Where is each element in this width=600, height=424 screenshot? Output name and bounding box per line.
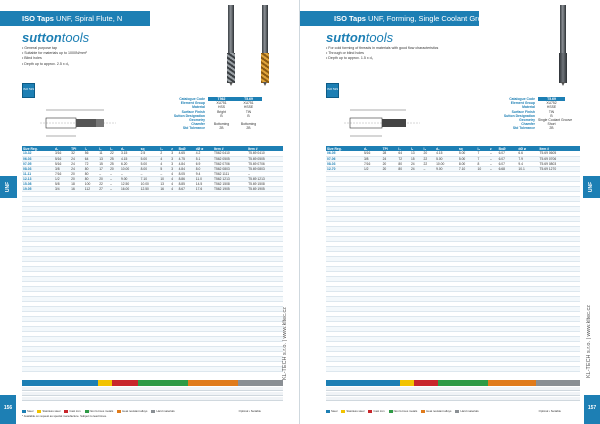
table-cell: – — [489, 161, 498, 166]
column-header: d₁ — [363, 146, 382, 151]
table-cell: 17.6 — [195, 186, 213, 191]
table-cell: 9.00 — [435, 166, 458, 171]
table-cell: T5.69 0803 — [247, 166, 283, 171]
table-cell — [170, 366, 177, 371]
table-cell: 22 — [423, 156, 436, 161]
table-cell: T562 0505 — [213, 156, 247, 161]
table-cell: 64 — [84, 156, 98, 161]
material-bar — [326, 380, 580, 386]
material-row — [22, 387, 283, 391]
table-cell: T5.69 0803 — [539, 161, 581, 166]
table-cell: 24 — [410, 166, 423, 171]
table-cell: 07-06 — [326, 156, 363, 161]
table-cell: 8 — [476, 161, 489, 166]
heat-resistant-segment — [188, 380, 238, 386]
table-cell: 8.86 — [178, 176, 195, 181]
table-cell: 4.65 — [178, 151, 195, 156]
table-cell: 8.85 — [178, 181, 195, 186]
column-header: l₂ — [410, 146, 423, 151]
table-cell — [435, 366, 458, 371]
table-cell: T5.69 0410 — [247, 151, 283, 156]
table-cell: 28 — [382, 151, 398, 156]
table-cell: 3 — [170, 166, 177, 171]
table-cell: 4.2 — [195, 151, 213, 156]
table-cell: 7 — [476, 151, 489, 156]
table-cell: 24 — [70, 156, 84, 161]
table-cell — [476, 366, 489, 371]
table-cell: T562 0410 — [213, 151, 247, 156]
table-cell: T562 1213 — [213, 176, 247, 181]
material-row — [326, 392, 580, 396]
table-cell: T5.69 1905 — [247, 186, 283, 191]
table-cell — [397, 366, 410, 371]
table-cell: – — [120, 171, 140, 176]
table-cell: 8.67 — [178, 186, 195, 191]
table-cell: 2.5 — [140, 151, 160, 156]
table-cell: 3/16 — [54, 151, 70, 156]
table-cell — [498, 366, 518, 371]
table-cell — [539, 366, 581, 371]
column-header: Item # — [247, 146, 283, 151]
table-cell — [98, 366, 109, 371]
table-cell: 3/8 — [363, 156, 382, 161]
table-cell: 10.00 — [140, 181, 160, 186]
table-cell: 10-32 — [22, 151, 54, 156]
table-cell: 8.0 — [195, 166, 213, 171]
section-tab[interactable]: UNF — [583, 176, 600, 198]
tap-dimension-diagram — [38, 104, 118, 142]
table-cell: 5 — [159, 166, 170, 171]
table-cell: 64 — [397, 151, 410, 156]
column-header: TPI — [382, 146, 398, 151]
table-cell: 4 — [159, 156, 170, 161]
table-cell: 13 — [159, 181, 170, 186]
spec-table: Catalogue Code T5.69 Element Group XU752 Material HSSE Surface Finish TiN Sutton Designation B Geometry Single Coolant Groove Chamfer Short Std Tolerance 2B — [503, 97, 573, 131]
table-cell — [382, 366, 398, 371]
table-cell: 18 — [70, 181, 84, 186]
feature-item: • General purpose tap — [22, 46, 87, 51]
product-table — [22, 146, 283, 372]
table-cell: – — [109, 186, 120, 191]
table-cell — [54, 366, 70, 371]
table-cell — [489, 366, 498, 371]
table-cell: 5/16 — [54, 156, 70, 161]
table-cell: 4.15 — [435, 151, 458, 156]
table-cell — [326, 366, 363, 371]
table-cell: T562 0706 — [213, 161, 247, 166]
spec-table: Catalogue Code T562 T5.69 Element Group XU751 XU751 Material HSS HSSE Surface Finish Bright TiN Sutton Designation B B Geometry Chamfer Bottoming Bottoming Std Tolerance 2B 2B — [160, 97, 262, 131]
feature-item: • Depth up to approx. 2.5 x d₁ — [22, 62, 87, 67]
column-header: l₄ — [476, 146, 489, 151]
footnote: * Available on request as special manufacture. Subject to lead times. — [22, 414, 107, 418]
column-header: sq — [458, 146, 477, 151]
table-cell — [363, 366, 382, 371]
table-cell: 2 — [159, 151, 170, 156]
table-cell: 3 — [170, 151, 177, 156]
table-cell: 6.9 — [195, 161, 213, 166]
table-cell: 15 — [98, 161, 109, 166]
table-cell: 24 — [410, 161, 423, 166]
table-cell: 20 — [423, 151, 436, 156]
table-cell: – — [247, 171, 283, 176]
table-cell: – — [489, 151, 498, 156]
table-cell: – — [140, 171, 160, 176]
table-cell: 3 — [170, 161, 177, 166]
column-header: TPI — [70, 146, 84, 151]
feature-item: • Suitable for materials up to 1000N/mm² — [22, 51, 87, 56]
table-cell: T5.69 1213 — [247, 176, 283, 181]
table-cell: 8.00 — [140, 166, 160, 171]
table-cell: 3/8 — [54, 166, 70, 171]
table-cell: 20 — [382, 161, 398, 166]
heat-resistant-segment — [488, 380, 536, 386]
table-cell — [109, 366, 120, 371]
table-cell: 10 — [476, 166, 489, 171]
table-cell: 5/8 — [54, 181, 70, 186]
table-cell: – — [98, 171, 109, 176]
table-cell: T5.69 1508 — [247, 181, 283, 186]
table-cell — [213, 366, 247, 371]
table-cell: 08-03 — [22, 166, 54, 171]
table-cell: T5.69 0706 — [247, 161, 283, 166]
table-cell: 112 — [84, 186, 98, 191]
table-cell: 8.00 — [458, 161, 477, 166]
hard-materials-segment — [238, 380, 283, 386]
table-cell: 12.50 — [140, 186, 160, 191]
column-header: BoØ — [498, 146, 518, 151]
table-cell: 4.84 — [178, 166, 195, 171]
material-legend: Steel Stainless steel Cast iron Non ferrous metals Heat resistant alloys Hard materials Optimal • Suitable — [22, 409, 261, 413]
material-bar — [22, 380, 283, 386]
table-cell: 16.00 — [120, 186, 140, 191]
table-cell: 6.6 — [517, 151, 538, 156]
page-number: 156 — [0, 395, 16, 424]
table-cell — [410, 366, 423, 371]
table-cell: 06-03 — [22, 156, 54, 161]
table-cell: – — [489, 156, 498, 161]
table-cell: 3 — [170, 156, 177, 161]
column-header: Size Reg. — [326, 146, 363, 151]
table-cell: – — [423, 166, 436, 171]
table-cell: 20 — [70, 171, 84, 176]
table-cell — [517, 366, 538, 371]
nonferrous-segment — [438, 380, 488, 386]
table-cell: 6.07 — [498, 161, 518, 166]
cast-iron-segment — [414, 380, 438, 386]
table-cell: 80 — [397, 161, 410, 166]
table-cell: T562 1905 — [213, 186, 247, 191]
tap-image-forming — [554, 5, 572, 87]
table-cell: 7/16 — [363, 161, 382, 166]
table-cell: 24 — [70, 166, 84, 171]
column-header: l₁ — [397, 146, 410, 151]
table-cell — [140, 366, 160, 371]
table-cell: 80 — [84, 171, 98, 176]
table-cell: T5.69 0706 — [539, 156, 581, 161]
side-text: KL-TECH s.r.o. | www.kltec.cz — [586, 305, 592, 378]
table-cell — [423, 366, 436, 371]
table-cell: 08-03 — [326, 161, 363, 166]
stainless-segment — [400, 380, 414, 386]
table-cell: 8.05 — [178, 171, 195, 176]
table-cell: 72 — [397, 156, 410, 161]
column-header: dØ ø — [195, 146, 213, 151]
iso-standard-icon: ISO 529 — [22, 83, 35, 98]
table-cell: 22 — [423, 161, 436, 166]
table-cell: 7.10 — [140, 176, 160, 181]
iso-standard-icon: ISO 529 — [326, 83, 339, 98]
empty-row — [326, 366, 580, 371]
table-cell: 100 — [84, 181, 98, 186]
column-header: l₄ — [159, 146, 170, 151]
material-row — [22, 392, 283, 396]
table-cell: 10.00 — [435, 161, 458, 166]
column-header: BoØ — [178, 146, 195, 151]
table-cell: 15 — [410, 156, 423, 161]
table-cell — [70, 366, 84, 371]
table-cell — [22, 366, 54, 371]
table-cell: 6.20 — [120, 161, 140, 166]
feature-list — [22, 46, 87, 67]
table-cell: 12-70 — [326, 166, 363, 171]
table-cell: 5.1 — [195, 156, 213, 161]
table-cell: 4 — [170, 176, 177, 181]
table-cell: 11.0 — [195, 176, 213, 181]
section-tab[interactable]: UNF — [0, 176, 17, 198]
table-cell: 20 — [382, 166, 398, 171]
table-cell: 20 — [70, 176, 84, 181]
table-cell: 10 — [159, 176, 170, 181]
table-cell: 80 — [397, 166, 410, 171]
table-cell: 20 — [109, 166, 120, 171]
column-header: sq — [140, 146, 160, 151]
feature-item: • Depth up to approx. 1.5 x d₁ — [326, 56, 438, 61]
table-cell: 3.15 — [120, 151, 140, 156]
table-cell: 24 — [70, 161, 84, 166]
table-cell: 1/2 — [54, 176, 70, 181]
material-row — [22, 397, 283, 401]
page-header: ISO Taps UNF, Forming, Single Coolant Groove — [300, 11, 479, 26]
page-header: ISO Taps UNF, Spiral Flute, N — [0, 11, 150, 26]
table-cell: 4.75 — [178, 156, 195, 161]
table-cell: 6.07 — [498, 156, 518, 161]
table-cell: 15-08 — [22, 181, 54, 186]
column-header: Item # — [213, 146, 247, 151]
product-table — [326, 146, 580, 372]
table-cell: 13 — [98, 156, 109, 161]
table-cell: 5.00 — [140, 161, 160, 166]
table-cell: 4 — [159, 161, 170, 166]
table-cell: 19-05 — [22, 186, 54, 191]
column-header: l₁ — [84, 146, 98, 151]
column-header: l₂ — [98, 146, 109, 151]
brand-logo: suttontools — [326, 30, 394, 45]
column-header: z — [170, 146, 177, 151]
column-header: d₂ — [120, 146, 140, 151]
table-cell: 9.4 — [195, 171, 213, 176]
table-cell — [247, 366, 283, 371]
table-cell: – — [159, 171, 170, 176]
table-cell: 14.5 — [195, 181, 213, 186]
table-cell: 6.07 — [498, 151, 518, 156]
table-cell: 3/4 — [54, 186, 70, 191]
tap-image-bright — [222, 5, 240, 87]
table-cell — [84, 366, 98, 371]
table-cell: 7 — [476, 156, 489, 161]
table-cell — [178, 366, 195, 371]
column-header: dØ ø — [517, 146, 538, 151]
side-text: KL-TECH s.r.o. | www.kltec.cz — [282, 307, 288, 380]
column-header: Size Reg. — [22, 146, 54, 151]
table-cell: 11-11 — [22, 171, 54, 176]
table-cell: 12-13 — [22, 176, 54, 181]
table-cell: 4.15 — [120, 156, 140, 161]
table-cell: 5.00 — [458, 151, 477, 156]
table-cell: 7.10 — [458, 166, 477, 171]
table-cell: 20 — [98, 176, 109, 181]
feature-item: • Blind holes — [22, 56, 87, 61]
column-header: z — [489, 146, 498, 151]
table-cell: 56 — [84, 151, 98, 156]
feature-item: • For cold forming of threads in materials with good flow characteristics — [326, 46, 438, 51]
table-cell — [458, 366, 477, 371]
table-cell: T562 1111 — [213, 171, 247, 176]
table-cell: 7.9 — [517, 156, 538, 161]
table-cell: T5.69 0605 — [539, 151, 581, 156]
table-cell: 10.1 — [517, 166, 538, 171]
tap-dimension-diagram — [342, 104, 422, 142]
table-cell: 1/2 — [363, 166, 382, 171]
table-cell: 4.84 — [178, 161, 195, 166]
table-cell: T5.69 0505 — [247, 156, 283, 161]
hard-materials-segment — [536, 380, 580, 386]
table-cell: 25 — [109, 156, 120, 161]
table-cell: 10.00 — [120, 166, 140, 171]
table-cell: 17 — [98, 166, 109, 171]
table-cell: 06-05 — [326, 151, 363, 156]
nonferrous-segment — [138, 380, 188, 386]
stainless-segment — [98, 380, 112, 386]
feature-item: • Through or blind holes — [326, 51, 438, 56]
table-cell: 4 — [170, 171, 177, 176]
column-header: Item # — [539, 146, 581, 151]
table-cell: 5/16 — [363, 151, 382, 156]
table-cell: 22 — [98, 181, 109, 186]
tap-image-tin — [256, 5, 274, 87]
table-cell: 25 — [109, 161, 120, 166]
table-cell: – — [109, 171, 120, 176]
table-cell: 16 — [70, 186, 84, 191]
table-cell: 72 — [84, 161, 98, 166]
table-cell: 80 — [84, 166, 98, 171]
column-header: l₃ — [423, 146, 436, 151]
table-cell: – — [109, 176, 120, 181]
right-page — [300, 0, 600, 424]
table-cell: 9.4 — [517, 161, 538, 166]
steel-segment — [348, 380, 400, 386]
table-cell: – — [109, 181, 120, 186]
table-cell: 16 — [159, 186, 170, 191]
table-cell: 80 — [84, 176, 98, 181]
table-cell: T562 1508 — [213, 181, 247, 186]
material-legend: Steel Stainless steel Cast iron Non ferrous metals Heat resistant alloys Hard materials Optimal • Suitable — [326, 409, 561, 413]
table-cell: 07-05 — [22, 161, 54, 166]
column-header: d₁ — [54, 146, 70, 151]
table-cell: 4 — [170, 181, 177, 186]
steel-segment — [44, 380, 98, 386]
brand-logo: suttontools — [22, 30, 90, 45]
material-row — [326, 387, 580, 391]
table-cell: 5.00 — [435, 156, 458, 161]
table-cell: 27 — [98, 186, 109, 191]
table-cell: T562 0803 — [213, 166, 247, 171]
table-cell: 22 — [109, 151, 120, 156]
table-cell: 5.00 — [140, 156, 160, 161]
feature-list — [326, 46, 438, 62]
table-cell: 12.50 — [120, 181, 140, 186]
empty-row — [22, 366, 283, 371]
material-row — [326, 397, 580, 401]
table-cell: 5.00 — [458, 156, 477, 161]
table-cell: 7/16 — [54, 171, 70, 176]
table-cell: T5.69 1270 — [539, 166, 581, 171]
table-cell: 11 — [98, 151, 109, 156]
table-cell — [159, 366, 170, 371]
table-cell: 32 — [70, 151, 84, 156]
page-number: 157 — [584, 395, 600, 424]
table-cell: 6.68 — [498, 166, 518, 171]
cast-iron-segment — [112, 380, 138, 386]
table-cell: 4 — [170, 186, 177, 191]
column-header: l₃ — [109, 146, 120, 151]
table-cell: 24 — [382, 156, 398, 161]
column-header: d₂ — [435, 146, 458, 151]
table-cell: 13 — [410, 151, 423, 156]
table-cell — [195, 366, 213, 371]
table-cell: 9.00 — [120, 176, 140, 181]
table-cell — [120, 366, 140, 371]
table-cell: 5/16 — [54, 161, 70, 166]
table-cell: – — [489, 166, 498, 171]
